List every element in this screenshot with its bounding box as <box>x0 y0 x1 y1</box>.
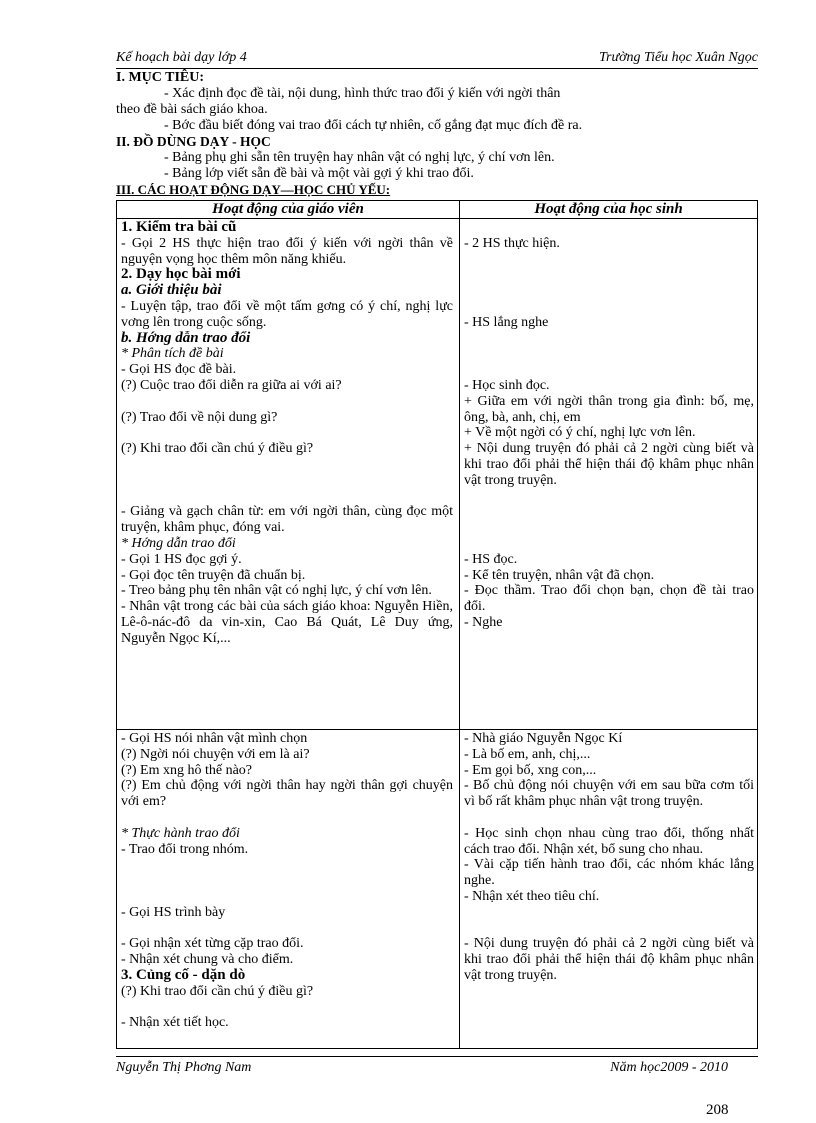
activity-line: - Là bố em, anh, chị,... <box>464 746 591 762</box>
activity-line: (?) Ngời nói chuyện với em là ai? <box>121 746 310 762</box>
activity-line: b. Hớng dẫn trao đổi <box>121 329 251 346</box>
objective-line-2: theo đề bài sách giáo khoa. <box>116 102 268 117</box>
spacer <box>464 220 754 236</box>
activity-line: - Giảng và gạch chân từ: em với ngời thân, cùng đọc một truyện, khâm phục, đóng vai. <box>121 504 453 536</box>
page-number: 208 <box>706 1102 729 1118</box>
spacer <box>121 873 453 889</box>
activity-line: - Vài cặp tiến hành trao đổi, các nhóm khác lắng nghe. <box>464 857 754 889</box>
activity-line: (?) Trao đổi về nội dung gì? <box>121 409 278 425</box>
spacer <box>464 520 754 536</box>
teacher-activities-part-1 <box>121 220 453 647</box>
footer-school-year: Năm học2009 - 2010 <box>610 1060 728 1075</box>
activity-line: - Gọi HS nói nhân vật mình chọn <box>121 731 308 746</box>
student-column-header: Hoạt động của học sinh <box>534 201 683 217</box>
activity-line: - Gọi HS trình bày <box>121 904 226 920</box>
student-activities-part-1 <box>464 220 754 631</box>
spacer <box>121 457 453 473</box>
activity-line: - Gọi đọc tên truyện đã chuẩn bị. <box>121 567 306 583</box>
spacer <box>464 810 754 826</box>
spacer <box>464 252 754 268</box>
activity-line: (?) Khi trao đổi cần chú ý điều gì? <box>121 983 314 999</box>
activity-line: - Gọi HS đọc đề bài. <box>121 362 237 378</box>
student-activities-part-2 <box>464 731 754 984</box>
spacer <box>464 346 754 362</box>
activity-line: - Nhà giáo Nguyễn Ngọc Kí <box>464 731 623 746</box>
spacer <box>464 905 754 921</box>
activity-line: (?) Em chủ động với ngời thân hay ngời thân gợi chuyện với em? <box>121 778 453 810</box>
activity-line: - Em gọi bố, xng con,... <box>464 762 597 778</box>
section-3-title: III. CÁC HOẠT ĐỘNG DẠY—HỌC CHỦ YẾU: <box>116 182 391 197</box>
activity-line: - Treo bảng phụ tên nhân vật có nghị lực, ý chí vơn lên. <box>121 583 432 599</box>
activity-line: - Nội dung truyện đó phải cả 2 ngời cùng biết và khi trao đổi phải thể hiện thái độ khâm phục nhân vật trong truyện. <box>464 936 754 983</box>
spacer <box>121 889 453 905</box>
spacer <box>464 504 754 520</box>
activity-line: (?) Khi trao đổi cần chú ý điều gì? <box>121 441 314 457</box>
spacer <box>464 283 754 299</box>
activity-line: - Bố chủ động nói chuyện với em sau bữa cơm tối vì bố rất khâm phục nhân vật trong truyện. <box>464 778 754 810</box>
activity-line: a. Giới thiệu bài <box>121 282 222 299</box>
activity-line: - Học sinh chọn nhau cùng trao đổi, thống nhất cách trao đổi. Nhận xét, bổ sung cho nhau. <box>464 825 754 857</box>
spacer <box>464 536 754 552</box>
activity-line: - Nhận xét chung và cho điểm. <box>121 952 294 968</box>
spacer <box>121 921 453 937</box>
spacer <box>464 299 754 315</box>
page-footer <box>116 1056 758 1074</box>
row-divider <box>117 729 757 730</box>
materials-line-1: - Bảng phụ ghi sẵn tên truyện hay nhân vật có nghị lực, ý chí vơn lên. <box>164 150 555 165</box>
spacer <box>121 473 453 489</box>
activity-line: (?) Cuộc trao đổi diễn ra giữa ai với ai? <box>121 377 342 393</box>
activity-line: + Nội dung truyện đó phải cả 2 ngời cùng biết và khi trao đổi phải thể hiện thái độ khâm phục nhân vật trong truyện. <box>464 441 754 488</box>
spacer <box>121 857 453 873</box>
section-1-title: I. MỤC TIÊU: <box>116 70 205 85</box>
spacer <box>464 489 754 505</box>
teacher-column-header: Hoạt động của giáo viên <box>212 201 364 217</box>
activity-line: - Trao đổi trong nhóm. <box>121 841 249 857</box>
activity-line: 3. Củng cố - dặn dò <box>121 966 246 983</box>
spacer <box>121 1000 453 1016</box>
spacer <box>121 425 453 441</box>
activity-line: - HS đọc. <box>464 551 518 567</box>
materials-line-2: - Bảng lớp viết sẵn đề bài và một vài gợi ý khi trao đổi. <box>164 166 474 181</box>
footer-author: Nguyễn Thị Phơng Nam <box>116 1060 252 1075</box>
activity-line: - Nhận xét tiết học. <box>121 1015 229 1031</box>
objective-line-1: - Xác định đọc đề tài, nội dung, hình thức trao đổi ý kiến với ngời thân <box>164 86 561 101</box>
activities-table <box>116 200 758 1049</box>
activity-line: - Gọi 2 HS thực hiện trao đổi ý kiến với ngời thân về nguyện vọng học thêm môn năng khiếu. <box>121 235 453 267</box>
activity-line: * Thực hành trao đổi <box>121 825 240 841</box>
objective-line-3: - Bớc đầu biết đóng vai trao đổi cách tự nhiên, cố gắng đạt mục đích đề ra. <box>164 118 583 133</box>
page-header <box>116 50 758 69</box>
activity-line: (?) Em xng hô thế nào? <box>121 762 253 778</box>
section-2-title: II. ĐỒ DÙNG DẠY - HỌC <box>116 134 271 149</box>
activity-line: * Phân tích đề bài <box>121 346 224 362</box>
spacer <box>121 394 453 410</box>
activity-line: + Giữa em với ngời thân trong gia đình: bố, mẹ, ông, bà, anh, chị, em <box>464 393 754 425</box>
teacher-activities-part-2 <box>121 731 453 1031</box>
activity-line: - 2 HS thực hiện. <box>464 235 560 251</box>
spacer <box>121 810 453 826</box>
activity-line: - HS lắng nghe <box>464 314 549 330</box>
spacer <box>121 489 453 505</box>
activity-line: - Nhận xét theo tiêu chí. <box>464 888 600 904</box>
activity-line: * Hớng dẫn trao đổi <box>121 535 236 551</box>
activity-line: - Nghe <box>464 614 503 630</box>
spacer <box>464 267 754 283</box>
column-divider <box>459 201 460 1048</box>
header-left-text: Kế hoạch bài dạy lớp 4 <box>116 50 247 65</box>
activity-line: - Luyện tập, trao đổi về một tấm gơng có ý chí, nghị lực vơng lên trong cuộc sống. <box>121 298 453 330</box>
activity-line: - Học sinh đọc. <box>464 377 550 393</box>
activity-line: - Kể tên truyện, nhân vật đã chọn. <box>464 567 655 583</box>
activity-line: + Về một ngời có ý chí, nghị lực vơn lên. <box>464 425 696 441</box>
spacer <box>464 921 754 937</box>
activity-line: - Gọi 1 HS đọc gợi ý. <box>121 551 242 567</box>
header-right-text: Trường Tiểu học Xuân Ngọc <box>598 50 758 65</box>
activity-line: 2. Dạy học bài mới <box>121 266 241 283</box>
activity-line: - Gọi nhận xét từng cặp trao đổi. <box>121 936 304 952</box>
intro-section <box>116 70 758 198</box>
spacer <box>464 362 754 378</box>
activity-line: 1. Kiểm tra bài cũ <box>121 219 237 235</box>
activity-line: - Nhân vật trong các bài của sách giáo khoa: Nguyễn Hiền, Lê-ô-nác-đô da vin-xin, Cao Bá Quát, Lê Duy ứng, Nguyễn Ngọc Kí,... <box>121 599 453 646</box>
activity-line: - Đọc thầm. Trao đổi chọn bạn, chọn đề tài trao đổi. <box>464 583 754 615</box>
spacer <box>464 331 754 347</box>
